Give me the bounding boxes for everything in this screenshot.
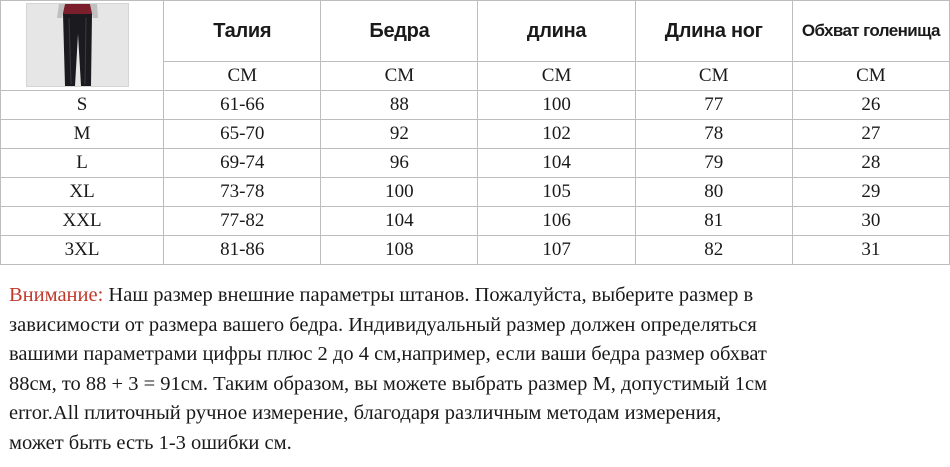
calf-cell: 26 (792, 91, 949, 120)
header-length (478, 1, 635, 62)
hips-cell: 92 (321, 120, 478, 149)
header-calf-label: Обхват голенища (801, 21, 940, 40)
unit-cell (321, 62, 478, 91)
length-cell: 106 (478, 207, 635, 236)
note-line: error.All плиточный ручное измерение, благодаря различным методам измерения, (9, 402, 722, 424)
size-cell: S (1, 91, 164, 120)
length-cell: 105 (478, 178, 635, 207)
hips-cell: 96 (321, 149, 478, 178)
size-cell: XL (1, 178, 164, 207)
calf-cell: 29 (792, 178, 949, 207)
leg-cell: 77 (635, 91, 792, 120)
waist-cell: 77-82 (164, 207, 321, 236)
unit-cell (792, 62, 949, 91)
table-row (1, 120, 950, 149)
header-row (1, 1, 950, 62)
size-cell: XXL (1, 207, 164, 236)
header-waist (164, 1, 321, 62)
calf-cell: 27 (792, 120, 949, 149)
leg-cell: 78 (635, 120, 792, 149)
unit-label: CM (384, 65, 415, 86)
table-row (1, 236, 950, 265)
unit-label: CM (698, 65, 729, 86)
leg-cell: 81 (635, 207, 792, 236)
header-length-label: длина (526, 19, 587, 42)
header-leg-length-label: Длина ног (664, 19, 763, 42)
calf-cell: 31 (792, 236, 949, 265)
leg-cell: 79 (635, 149, 792, 178)
header-waist-label: Талия (213, 19, 272, 42)
trousers-model-icon (27, 4, 128, 86)
unit-label: CM (541, 65, 572, 86)
waist-cell: 65-70 (164, 120, 321, 149)
note-line: может быть есть 1-3 ошибки см. (9, 431, 292, 454)
size-note (9, 281, 944, 458)
length-cell: 100 (478, 91, 635, 120)
note-line: зависимости от размера вашего бедра. Индивидуальный размер должен определяться (9, 313, 757, 336)
hips-cell: 100 (321, 178, 478, 207)
unit-cell (635, 62, 792, 91)
note-line: 88см, то 88 + 3 = 91см. Таким образом, вы можете выбрать размер М, допустимый 1см (9, 372, 768, 395)
unit-cell (478, 62, 635, 91)
unit-label: CM (856, 65, 886, 86)
leg-cell: 80 (635, 178, 792, 207)
waist-cell: 73-78 (164, 178, 321, 207)
table-row (1, 207, 950, 236)
product-photo (26, 3, 129, 87)
hips-cell: 104 (321, 207, 478, 236)
unit-label: CM (227, 65, 258, 86)
header-hips-label: Бедра (369, 19, 430, 42)
hips-cell: 108 (321, 236, 478, 265)
table-row (1, 178, 950, 207)
header-hips (321, 1, 478, 62)
calf-cell: 30 (792, 207, 949, 236)
table-row (1, 149, 950, 178)
size-cell: M (1, 120, 164, 149)
note-text: Наш размер внешние параметры штанов. Пожалуйста, выберите размер в (103, 284, 754, 306)
unit-cell (164, 62, 321, 91)
header-calf (792, 1, 949, 62)
warning-label: Внимание: (9, 284, 104, 306)
table-row (1, 91, 950, 120)
length-cell: 102 (478, 120, 635, 149)
hips-cell: 88 (321, 91, 478, 120)
product-photo-cell (1, 1, 164, 91)
note-line: вашими параметрами цифры плюс 2 до 4 см,например, если ваши бедра размер обхват (9, 343, 767, 365)
header-leg-length (635, 1, 792, 62)
length-cell: 107 (478, 236, 635, 265)
waist-cell: 81-86 (164, 236, 321, 265)
waist-cell: 69-74 (164, 149, 321, 178)
length-cell: 104 (478, 149, 635, 178)
size-cell: L (1, 149, 164, 178)
size-cell: 3XL (1, 236, 164, 265)
leg-cell: 82 (635, 236, 792, 265)
note-line (9, 281, 944, 311)
waist-cell: 61-66 (164, 91, 321, 120)
calf-cell: 28 (792, 149, 949, 178)
